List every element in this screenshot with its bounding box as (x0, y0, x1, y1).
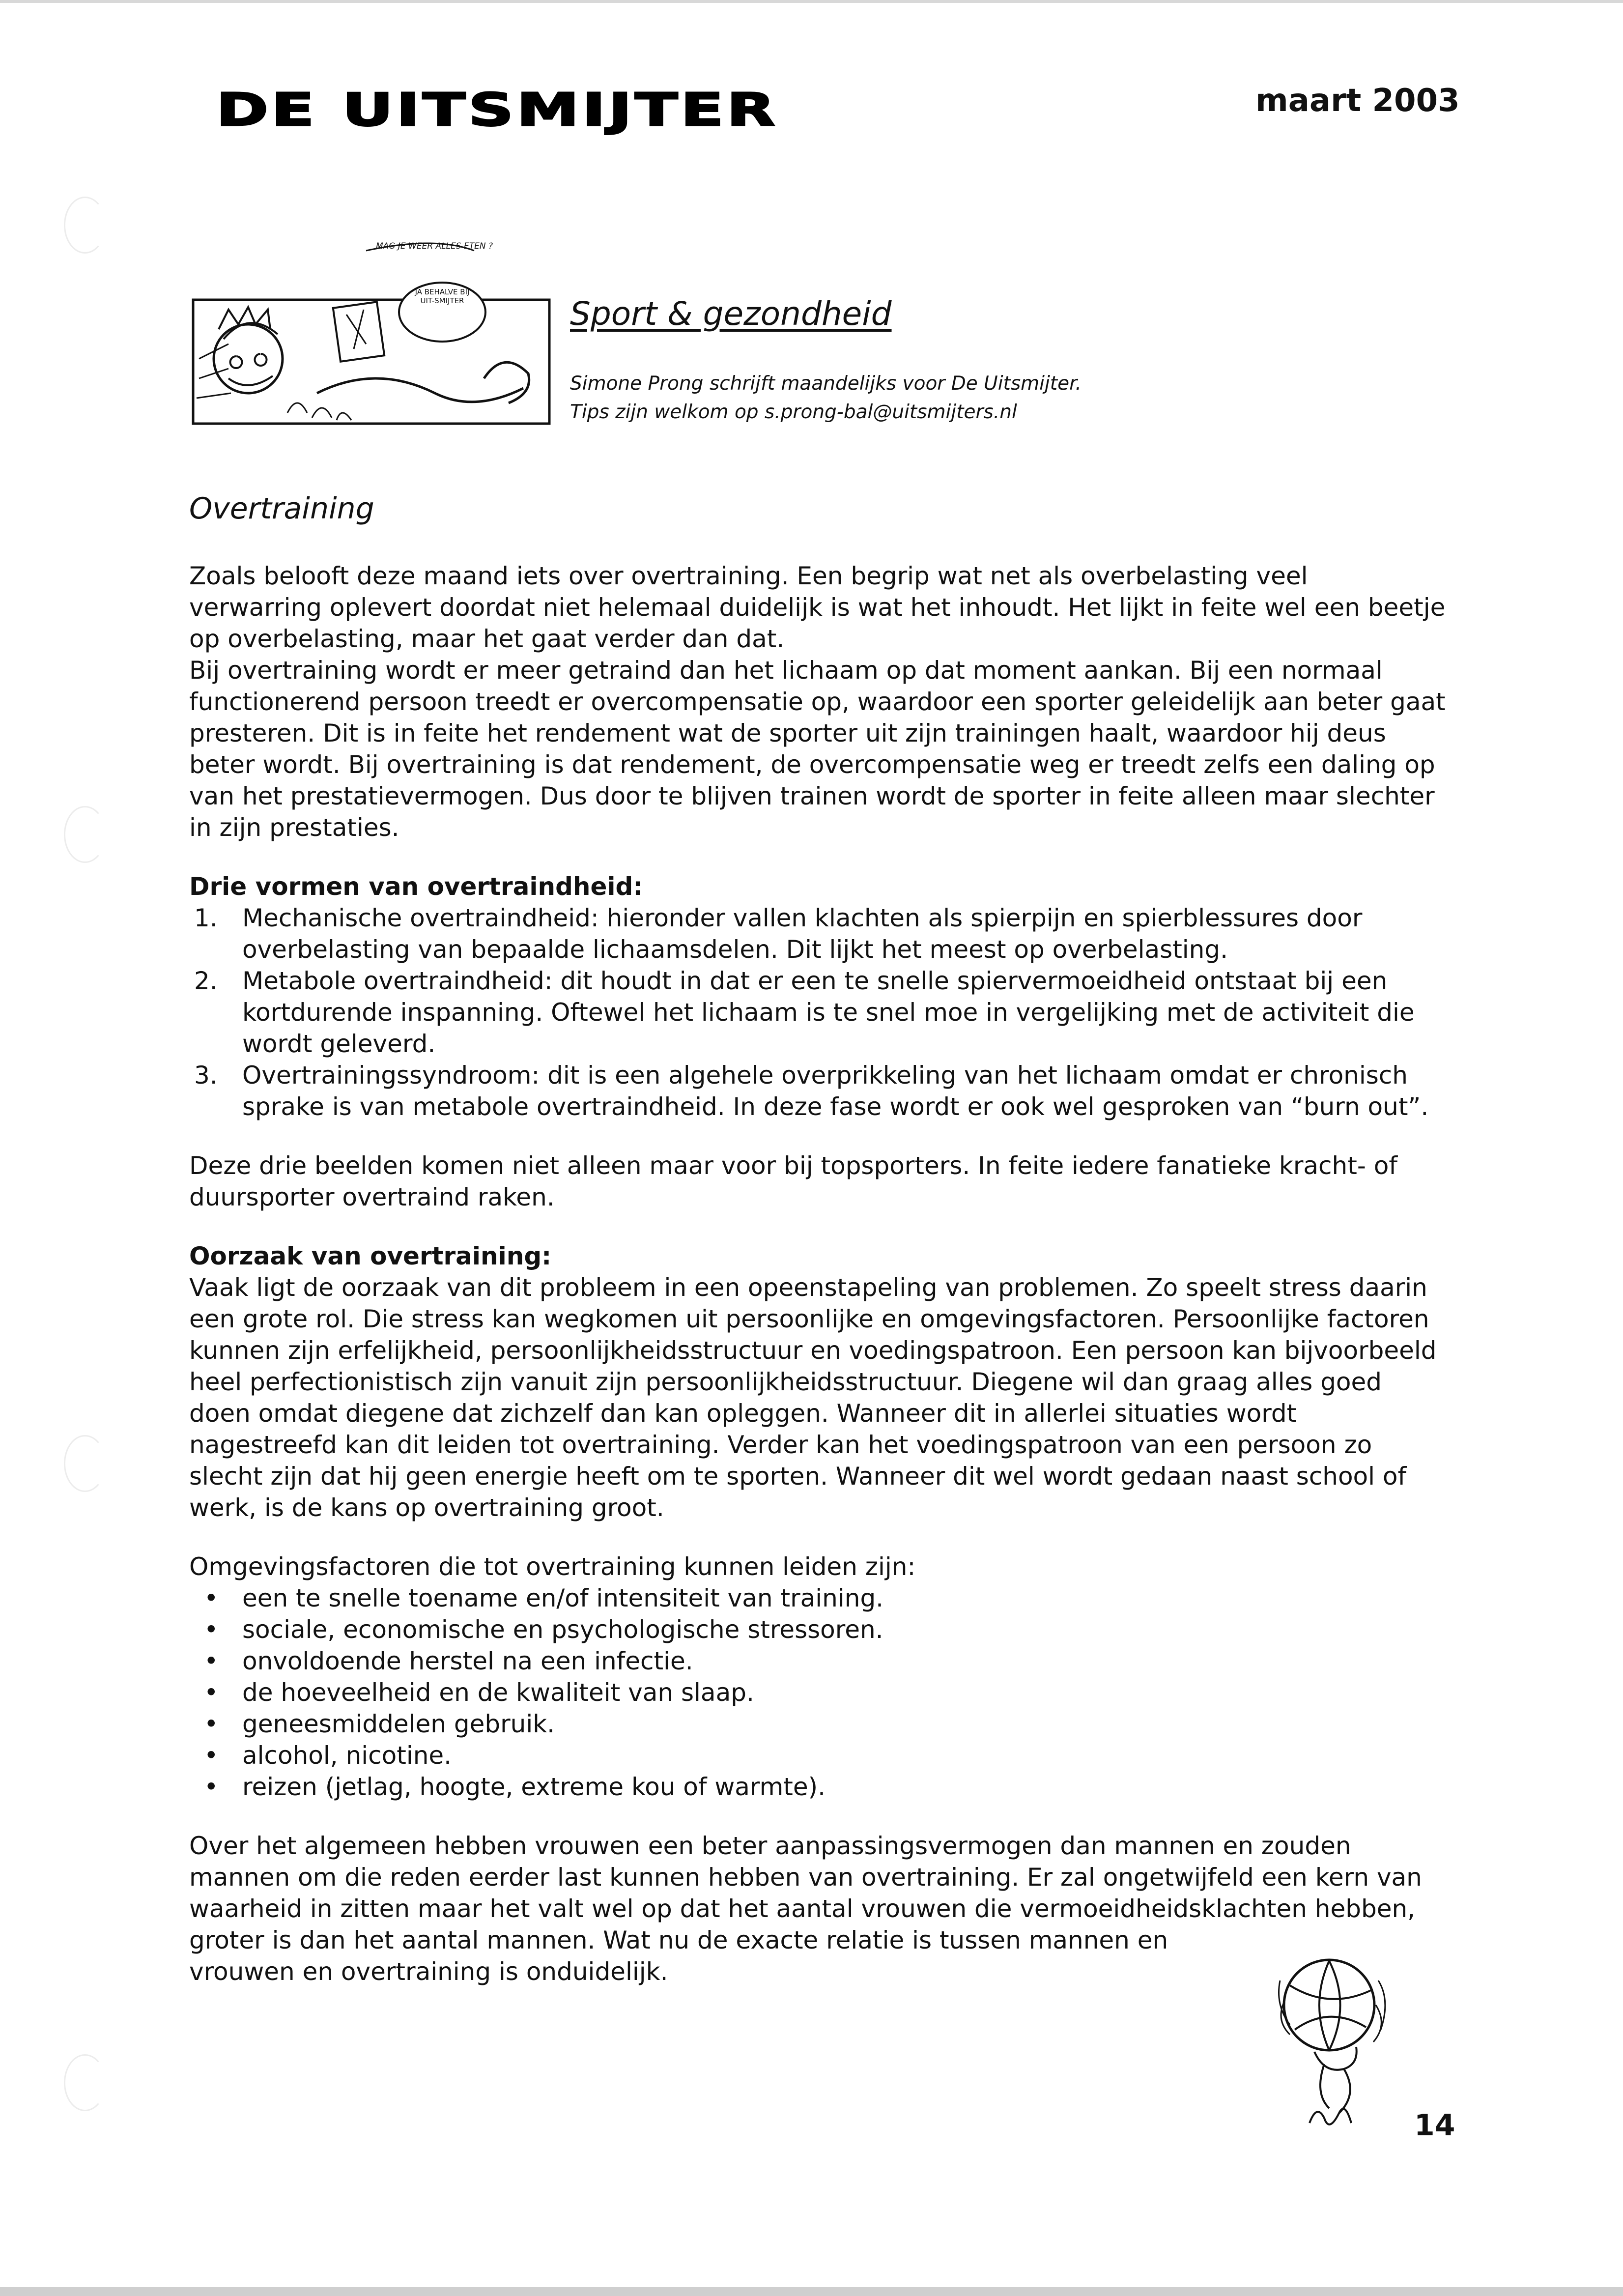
page-number: 14 (1414, 2108, 1455, 2143)
scan-bottom-edge (0, 2287, 1623, 2296)
list-item: 1. Mechanische overtraindheid: hieronder vallen klachten als spierpijn en spierblessures door overbelasting van bepaalde lichaamsdelen. Dit lijkt het meest op overbelasting. (194, 904, 1363, 964)
list-item: • geneesmiddelen gebruik. (189, 1708, 1447, 1740)
list-item: • alcohol, nicotine. (189, 1740, 1447, 1771)
cause-paragraph: Vaak ligt de oorzaak van dit probleem in een opeenstapeling van problemen. Zo speelt stress daarin een grote rol. Die stress kan wegkomen uit persoonlijke en omgevingsfactoren. Persoonlijke factoren kunnen zijn erfelijkheid, persoonlijkheidsstructuur en voedingspatroon. Een persoon kan bijvoorbeeld heel perfectionistisch zijn vanuit zijn persoonlijkheidsstructuur. Diegene wil dan graag alles goed doen omdat diegene dat zichzelf dan kan opleggen. Wanneer dit in allerlei situaties wordt nagestreefd kan dit leiden tot overtraining. Verder kan het voedingspatroon van een persoon zo slecht zijn dat hij geen energie heeft om te sporten. Wanneer dit wel wordt gedaan naast school of werk, is de kans op overtraining groot. (189, 1273, 1437, 1522)
punch-hole-shadow (64, 806, 106, 863)
intro-paragraph-1: Zoals belooft deze maand iets over overtraining. Een begrip wat net als overbelasting veel verwarring oplevert doordat niet helemaal duidelijk is wat het inhoudt. Het lijkt in feite wel een beetje op overbelasting, maar het gaat verder dan dat. (189, 562, 1446, 653)
basketball-player-icon (1255, 1946, 1413, 2143)
bullet-icon: • (204, 1647, 219, 1675)
credit-line-email: Tips zijn welkom op s.prong-bal@uitsmijters.nl (570, 401, 1017, 423)
bullet-icon: • (204, 1710, 219, 1738)
intro-paragraph-2: Bij overtraining wordt er meer getraind dan het lichaam op dat moment aankan. Bij een normaal functionerend persoon treedt er overcompensatie op, waardoor een sporter geleidelijk aan beter gaat presteren. Dit is in feite het rendement wat de sporter uit zijn trainingen haalt, waardoor hij deus beter wordt. Bij overtraining is dat rendement, de overcompensatie weg er treedt zelfs een daling op van het prestatievermogen. Dus door te blijven trainen wordt de sporter in feite alleen maar slechter in zijn prestaties. (189, 656, 1446, 842)
column-credit (570, 370, 1110, 427)
env-factors-list (189, 1582, 1447, 1803)
issue-date: maart 2003 (1255, 83, 1460, 119)
bullet-icon: • (204, 1678, 219, 1707)
list-item: • sociale, economische en psychologische stressoren. (189, 1614, 1447, 1645)
punch-hole-shadow (64, 197, 106, 254)
newsletter-masthead: DE UITSMIJTER (216, 84, 778, 137)
forms-outro: Deze drie beelden komen niet alleen maar voor bij topsporters. In feite iedere fanatieke kracht- of duursporter overtraind raken. (189, 1151, 1397, 1211)
column-title: Sport & gezondheid (570, 295, 892, 333)
forms-heading: Drie vormen van overtraindheid: (189, 872, 643, 901)
cartoon-speech-bubble: JA BEHALVE BIJ UIT-SMIJTER (415, 287, 470, 305)
list-item: 2. Metabole overtraindheid: dit houdt in dat er een te snelle spiervermoeidheid ontstaat bij een kortdurende inspanning. Oftewel het lichaam is te snel moe in vergelijking met de activiteit die wordt geleverd. (194, 967, 1415, 1058)
punch-hole-shadow (64, 1435, 106, 1492)
env-intro: Omgevingsfactoren die tot overtraining kunnen leiden zijn: (189, 1552, 916, 1581)
list-item: • de hoeveelheid en de kwaliteit van slaap. (189, 1677, 1447, 1708)
bullet-icon: • (204, 1615, 219, 1644)
punch-hole-shadow (64, 2054, 106, 2111)
cause-heading: Oorzaak van overtraining: (189, 1242, 552, 1270)
list-item: • een te snelle toename en/of intensiteit van training. (189, 1582, 1447, 1614)
list-item: • onvoldoende herstel na een infectie. (189, 1645, 1447, 1677)
article-title: Overtraining (189, 491, 374, 526)
conclusion-paragraph: Over het algemeen hebben vrouwen een beter aanpassingsvermogen dan mannen en zouden mannen om die reden eerder last kunnen hebben van overtraining. Er zal ongetwijfeld een kern van waarheid in zitten maar het valt wel op dat het aantal vrouwen die vermoeidheidsklachten hebben, groter is dan het aantal mannen. Wat nu de exacte relatie is tussen mannen en vrouwen en overtraining is onduidelijk. (189, 1832, 1422, 1986)
bullet-icon: • (204, 1773, 219, 1801)
bullet-icon: • (204, 1584, 219, 1612)
cartoon-illustration (189, 231, 553, 428)
bullet-icon: • (204, 1741, 219, 1770)
list-item: 3. Overtrainingssyndroom: dit is een algehele overprikkeling van het lichaam omdat er chronisch sprake is van metabole overtraindheid. In deze fase wordt er ook wel gesproken van “burn out”. (194, 1061, 1429, 1121)
forms-list (189, 902, 1447, 1122)
cartoon-caption-top: MAG JE WEER ALLES ETEN ? (376, 241, 493, 251)
scan-top-edge (0, 0, 1623, 3)
list-item: • reizen (jetlag, hoogte, extreme kou of warmte). (189, 1771, 1447, 1803)
credit-line-author: Simone Prong schrijft maandelijks voor De Uitsmijter. (570, 373, 1082, 395)
article-body (189, 560, 1447, 1987)
